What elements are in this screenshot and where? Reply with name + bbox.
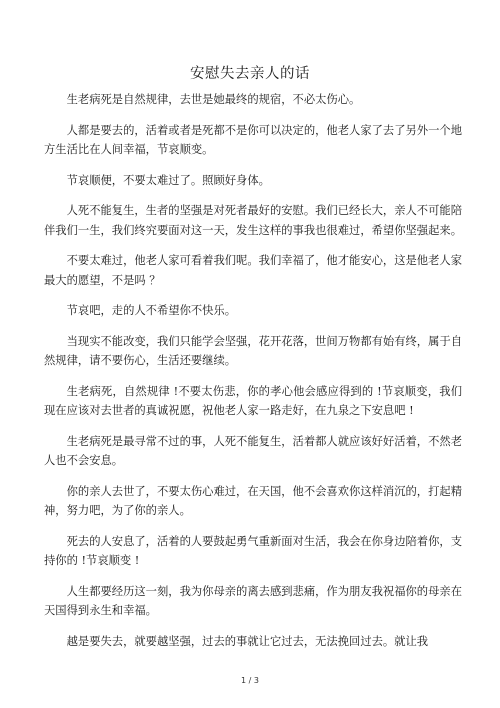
paragraph: 节哀吧，走的人不希望你不快乐。 [66,304,237,317]
document-title: 安慰失去亲人的话 [190,66,310,82]
paragraph: 当现实不能改变，我们只能学会坚强，花开花落，世间万物都有始有终，属于自然规律，请不要伤心，生活还要继续。 [44,334,462,367]
paragraph: 人都是要去的，活着或者是死都不是你可以决定的，他老人家了去了另外一个地方生活比在人间幸福，节哀顺变。 [44,123,462,156]
paragraph: 死去的人安息了，活着的人要鼓起勇气重新面对生活，我会在你身边陪着你，支持你的 !节哀顺变 ! [44,534,462,567]
paragraph: 生老病死是最寻常不过的事，人死不能复生，活着都人就应该好好活着，不然老人也不会安息。 [44,434,462,467]
page-number: 1 / 3 [241,676,259,685]
paragraph: 不要太难过，他老人家可看着我们呢。我们幸福了，他才能安心，这是他老人家最大的愿望，不是吗 ？ [44,254,462,287]
paragraph: 越是要失去，就要越坚强，过去的事就让它过去，无法挽回过去。就让我 [66,634,429,648]
paragraph: 生老病死是自然规律，去世是她最终的规宿，不必太伤心。 [66,93,361,106]
document-body [44,90,462,662]
paragraph: 生老病死，自然规律 !不要太伤悲，你的孝心他会感应得到的 !节哀顺变，我们现在应该对去世者的真诚祝愿，祝他老人家一路走好，在九泉之下安息吧 ! [44,384,462,417]
paragraph: 人死不能复生，生者的坚强是对死者最好的安慰。我们已经长大，亲人不可能陪伴我们一生，我们终究要面对这一天，发生这样的事我也很难过，希望你坚强起来。 [44,204,462,237]
paragraph: 节哀顺便，不要太难过了。照顾好身体。 [66,173,270,187]
paragraph: 你的亲人去世了，不要太伤心难过，在天国，他不会喜欢你这样消沉的，打起精神，努力吧，为了你的亲人。 [44,484,462,517]
paragraph: 人生都要经历这一刻，我为你母亲的离去感到悲痛，作为朋友我祝福你的母亲在天国得到永生和幸福。 [44,584,462,617]
